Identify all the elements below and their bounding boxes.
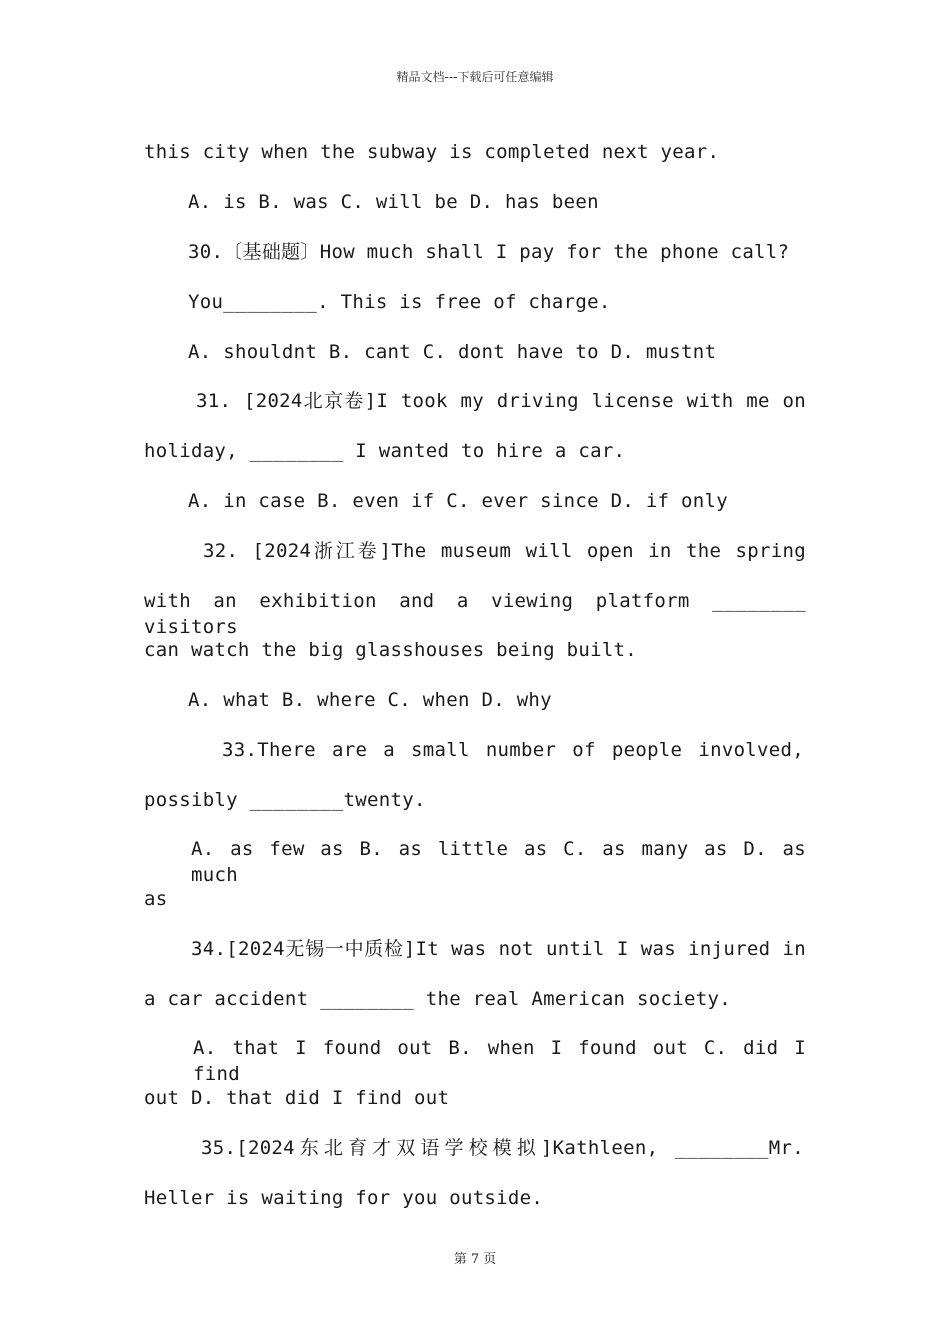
page-header: 精品文档---下载后可任意编辑 bbox=[396, 70, 554, 84]
page-number: 第 7 页 bbox=[453, 1252, 497, 1267]
text-line: a car accident ________ the real American society. bbox=[144, 988, 731, 1010]
answer-options-34: A. that I found out B. when I found out C. did I find bbox=[193, 1037, 806, 1085]
text-line: You________. This is free of charge. bbox=[188, 291, 611, 313]
question-30: 30.〔基础题〕How much shall I pay for the phone call? bbox=[188, 241, 790, 263]
text-line: can watch the big glasshouses being built. bbox=[144, 639, 638, 661]
text-line: out D. that did I find out bbox=[144, 1087, 450, 1109]
answer-options-29: A. is B. was C. will be D. has been bbox=[188, 191, 599, 213]
text-line: holiday, ________ I wanted to hire a car. bbox=[144, 440, 626, 462]
question-32: 32. [2024浙江卷]The museum will open in the spring bbox=[203, 540, 806, 562]
question-34: 34.[2024无锡一中质检]It was not until I was injured in bbox=[191, 938, 806, 960]
text-line: with an exhibition and a viewing platform ________ visitors bbox=[144, 590, 806, 638]
text-line: as bbox=[144, 888, 168, 910]
answer-options-30: A. shouldnt B. cant C. dont have to D. mustnt bbox=[188, 341, 717, 363]
text-line: this city when the subway is completed next year. bbox=[144, 141, 720, 163]
text-line: possibly ________twenty. bbox=[144, 789, 426, 811]
question-35: 35.[2024东北育才双语学校模拟]Kathleen, ________Mr. bbox=[201, 1137, 804, 1159]
question-31: 31. [2024北京卷]I took my driving license with me on bbox=[196, 390, 806, 412]
answer-options-33: A. as few as B. as little as C. as many as D. as much bbox=[191, 838, 806, 886]
answer-options-31: A. in case B. even if C. ever since D. if only bbox=[188, 490, 728, 512]
text-line: Heller is waiting for you outside. bbox=[144, 1187, 544, 1209]
question-33: 33.There are a small number of people involved, bbox=[222, 739, 804, 761]
answer-options-32: A. what B. where C. when D. why bbox=[188, 689, 552, 711]
